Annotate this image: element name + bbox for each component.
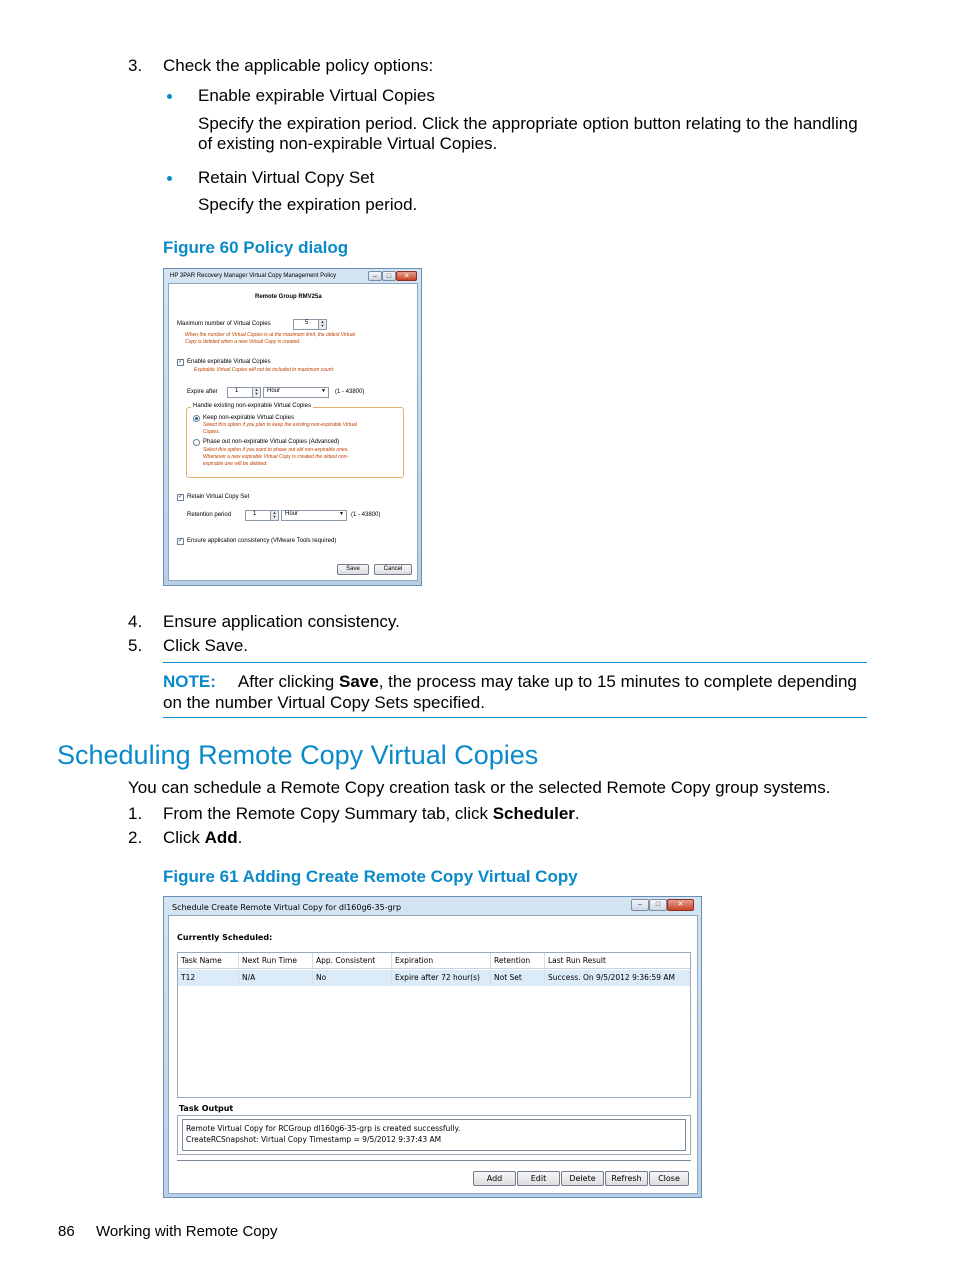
handle-existing-group-title: Handle existing non-expirable Virtual Copies: [193, 403, 311, 409]
maximize-icon[interactable]: □: [649, 899, 667, 911]
note-line2: on the number Virtual Copy Sets specified.: [163, 693, 485, 712]
spinner-arrows-icon[interactable]: ▲ ▼: [318, 320, 326, 329]
note-label: NOTE:: [163, 672, 216, 691]
section-intro: You can schedule a Remote Copy creation task or the selected Remote Copy group systems.: [128, 778, 831, 797]
schedule-dialog-title: Schedule Create Remote Virtual Copy for dl160g6-35-grp: [172, 903, 402, 912]
phase-out-note-line1: Select this option if you want to phase out old non-expirable ones.: [203, 447, 349, 453]
step-2-post: .: [237, 828, 243, 847]
note-top-rule: [163, 662, 867, 663]
phase-out-label: Phase out non-expirable Virtual Copies (Advanced): [203, 439, 340, 445]
retention-unit-select[interactable]: [281, 510, 347, 521]
table-cell: T12: [181, 973, 196, 982]
delete-button[interactable]: Delete: [561, 1171, 604, 1186]
section-heading: Scheduling Remote Copy Virtual Copies: [57, 740, 539, 770]
scheduled-tasks-table: [177, 952, 691, 1098]
column-header[interactable]: Task Name: [181, 956, 222, 965]
section-step-1-text: [163, 804, 580, 824]
retention-period-stepper[interactable]: [245, 510, 279, 521]
column-header[interactable]: App. Consistent: [312, 953, 391, 968]
column-header[interactable]: Expiration: [391, 953, 490, 968]
footer-section-title: Working with Remote Copy: [96, 1223, 278, 1240]
currently-scheduled-label: Currently Scheduled:: [177, 933, 273, 942]
max-copies-note-line2: Copy is deleted when a new Virtual Copy is created.: [185, 339, 301, 345]
step-3-number: 3.: [128, 56, 143, 75]
bullet-retain-title: Retain Virtual Copy Set: [198, 168, 375, 187]
step-1-post: .: [574, 804, 580, 823]
table-cell: Not Set: [490, 970, 544, 986]
bullet-dot: [167, 176, 172, 181]
maximize-icon[interactable]: □: [382, 271, 396, 281]
table-row[interactable]: [178, 970, 690, 986]
page-number: 86: [58, 1223, 75, 1240]
max-copies-note-line1: When the number of Virtual Copies is at the maximum limit, the oldest Virtual: [185, 332, 355, 338]
add-button[interactable]: Add: [473, 1171, 516, 1186]
expire-after-stepper[interactable]: [227, 387, 261, 398]
column-header[interactable]: Last Run Result: [544, 953, 690, 968]
keep-nonexpirable-radio[interactable]: [193, 415, 200, 422]
keep-nonexpirable-label: Keep non-expirable Virtual Copies: [203, 415, 294, 421]
remote-group-title: Remote Group RMV25a: [255, 294, 322, 300]
close-icon[interactable]: ✕: [667, 899, 694, 911]
enable-expirable-checkbox[interactable]: ✓: [178, 359, 184, 365]
step-4-number: 4.: [128, 612, 143, 631]
note-pre: After clicking: [237, 672, 339, 691]
column-header[interactable]: Retention: [490, 953, 544, 968]
note-bold: Save: [338, 672, 379, 691]
step-2-bold: Add: [204, 828, 238, 847]
policy-dialog-title: HP 3PAR Recovery Manager Virtual Copy Management Policy: [170, 273, 337, 279]
phase-out-note-line2: Whenever a new expirable Virtual Copy is created the oldest non-: [203, 454, 349, 460]
phase-out-radio[interactable]: [193, 439, 200, 446]
task-output-text[interactable]: [182, 1119, 686, 1151]
max-copies-stepper[interactable]: [293, 319, 327, 330]
schedule-dialog-body: [168, 915, 698, 1194]
app-consistency-label: Ensure application consistency (VMware Tools required): [187, 538, 337, 544]
task-output-line1: Remote Virtual Copy for RCGroup dl160g6-35-grp is created successfully.: [186, 1124, 461, 1133]
column-header[interactable]: Next Run Time: [238, 953, 312, 968]
figure-60-caption: Figure 60 Policy dialog: [163, 238, 349, 257]
task-output-label: Task Output: [179, 1104, 234, 1113]
expire-unit-select[interactable]: [263, 387, 329, 398]
app-consistency-checkbox[interactable]: ✓: [178, 538, 184, 544]
retain-set-checkbox[interactable]: ✓: [178, 494, 184, 500]
chevron-down-icon: ▼: [339, 511, 344, 517]
step-1-pre: From the Remote Copy Summary tab, click: [163, 804, 493, 823]
max-copies-value: 5: [305, 320, 309, 326]
divider: [177, 1160, 691, 1161]
save-button[interactable]: Save: [337, 564, 369, 575]
close-icon[interactable]: ✕: [396, 271, 417, 281]
retention-range: (1 - 43800): [351, 512, 381, 518]
policy-dialog-body: [168, 283, 418, 581]
cancel-button[interactable]: Cancel: [374, 564, 412, 575]
keep-nonexpirable-note-line2: Copies.: [203, 429, 220, 435]
bullet-retain-desc: Specify the expiration period.: [198, 195, 418, 214]
table-cell: No: [312, 970, 391, 986]
expire-after-label: Expire after: [187, 389, 218, 395]
task-output-line2: CreateRCSnapshot: Virtual Copy Timestamp = 9/5/2012 9:37:43 AM: [186, 1135, 442, 1144]
bullet-dot: [167, 94, 172, 99]
step-2-pre: Click: [163, 828, 205, 847]
table-cell: N/A: [238, 970, 312, 986]
expire-unit-value: Hour: [267, 388, 281, 394]
bullet-enable-expirable-desc-line2: of existing non-expirable Virtual Copies.: [198, 134, 498, 153]
step-5-number: 5.: [128, 636, 143, 655]
step-1-bold: Scheduler: [492, 804, 575, 823]
figure-61-caption: Figure 61 Adding Create Remote Copy Virtual Copy: [163, 867, 578, 886]
enable-expirable-note: Expirable Virtual Copies will not be included in maximum count.: [194, 367, 335, 373]
minimize-icon[interactable]: –: [368, 271, 382, 281]
bullet-enable-expirable-desc-line1: Specify the expiration period. Click the appropriate option button relating to the handling: [198, 114, 858, 133]
retention-unit-value: Hour: [285, 511, 299, 517]
chevron-down-icon: ▼: [321, 388, 326, 394]
enable-expirable-label: Enable expirable Virtual Copies: [187, 359, 271, 365]
max-copies-label: Maximum number of Virtual Copies: [177, 321, 271, 327]
expire-after-value: 1: [235, 388, 239, 394]
retain-set-label: Retain Virtual Copy Set: [187, 494, 250, 500]
schedule-dialog-window: [163, 896, 702, 1198]
keep-nonexpirable-note-line1: Select this option if you plan to keep the existing non-expirable Virtual: [203, 422, 357, 428]
table-cell: Success. On 9/5/2012 9:36:59 AM: [544, 970, 690, 986]
step-3-text: Check the applicable policy options:: [163, 56, 434, 75]
table-cell: Expire after 72 hour(s): [391, 970, 490, 986]
refresh-button[interactable]: Refresh: [605, 1171, 648, 1186]
step-5-text: Click Save.: [163, 636, 249, 655]
retention-period-value: 1: [253, 511, 257, 517]
task-output-frame: [177, 1115, 691, 1155]
table-header-row: [178, 953, 690, 969]
policy-dialog-window: [163, 268, 422, 586]
minimize-icon[interactable]: –: [631, 899, 649, 911]
step-4-text: Ensure application consistency.: [163, 612, 400, 631]
phase-out-note-line3: expirable one will be deleted.: [203, 461, 268, 467]
note-bottom-rule: [163, 717, 867, 718]
expire-range: (1 - 43800): [335, 389, 365, 395]
edit-button[interactable]: Edit: [517, 1171, 560, 1186]
retention-period-label: Retention period: [187, 512, 232, 518]
note-line1: [163, 672, 857, 692]
note-post: , the process may take up to 15 minutes to complete depending: [378, 672, 857, 691]
section-step-2-text: [163, 828, 242, 848]
section-step-1-number: 1.: [128, 804, 143, 823]
section-step-2-number: 2.: [128, 828, 143, 847]
close-button[interactable]: Close: [649, 1171, 689, 1186]
spinner-arrows-icon[interactable]: ▲ ▼: [270, 511, 278, 520]
spinner-arrows-icon[interactable]: ▲ ▼: [252, 388, 260, 397]
bullet-enable-expirable-title: Enable expirable Virtual Copies: [198, 86, 435, 105]
